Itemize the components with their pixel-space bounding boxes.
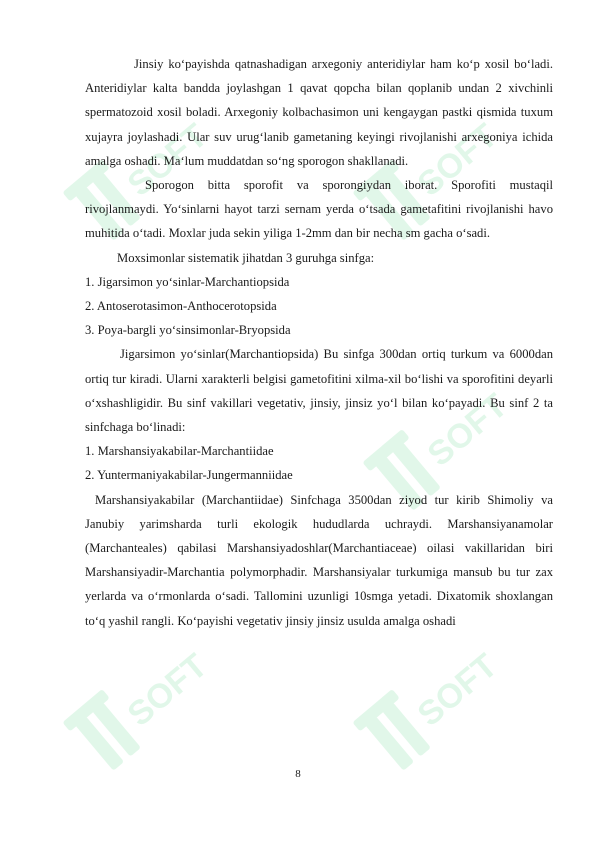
svg-text:SOFT: SOFT [420,386,515,474]
paragraph-marchantiopsida: Jigarsimon yo‘sinlar(Marchantiopsida) Bu sinfga 300dan ortiq turkum va 6000dan ortiq tur kiradi. Ularni xarakterli belgisi gametofitini xilma-xil bo‘lishi va sporofitini deyarli o‘xshashligidir. Bu sinf vakillari vegetativ, jinsiy, jinsiz yo‘l bilan ko‘payadi. Bu sinf 2 ta sinfchaga bo‘linadi: [85,347,553,435]
paragraph-marchantiidae: Marshansiyakabilar (Marchantiidae) Sinfchaga 3500dan ziyod tur kirib Shimoliy va Janubiy yarimsharda turli ekologik hududlarda uchraydi. Marshansiyanamolar (Marchanteales) qabilasi Marshansiyadoshlar(Marchantiaceae) oilasi vakillaridan biri Marshansiyadir-Marchantia polymorphadir. Marshansiyalar turkumiga mansub bu tur zax yerlarda va o‘rmonlarda o‘sadi. Tallomini uzunligi 10smga yetadi. Dixatomik shoxlangan to‘q yashil rangli. Ko‘payishi vegetativ jinsiy jinsiz usulda amalga oshadi [85,492,553,628]
list-item: 2. Yuntermaniyakabilar-Jungermanniidae [85,468,293,483]
svg-text:SOFT: SOFT [120,116,215,204]
svg-text:SOFT: SOFT [120,646,215,734]
list-item: 2. Antoserotasimon-Anthocerotopsida [85,299,277,314]
list-item: 1. Marshansiyakabilar-Marchantiidae [85,444,274,459]
page-number: 8 [295,768,301,780]
list-item: 1. Jigarsimon yo‘sinlar-Marchantiopsida [85,274,290,289]
svg-text:SOFT: SOFT [410,646,505,734]
list-item: 3. Poya-bargli yo‘sinsimonlar-Bryopsida [85,323,291,338]
page-body [85,52,553,633]
class-list [85,270,553,343]
paragraph-classification: Moxsimonlar sistematik jihatdan 3 guruhga sinfga: [117,250,375,265]
svg-text:SOFT: SOFT [410,116,505,204]
subclass-list [85,439,553,487]
paragraph-reproduction: Jinsiy ko‘payishda qatnashadigan arxegoniy anteridiylar ham ko‘p xosil bo‘ladi. Anteridiylar kalta bandda joylashgan 1 qavat qopcha bilan qoplanib undan 2 xivchinli spermatozoid xosil boladi. Arxegoniy kolbachasimon uni kengaygan pastki qismida tuxum xujayra joylashadi. Ular suv urug‘lanib gametaning keyingi rivojlanishi arxegoniya ichida amalga oshadi. Ma‘lum muddatdan so‘ng sporogon shakllanadi. [85,57,553,168]
paragraph-sporogon: Sporogon bitta sporofit va sporongiydan iborat. Sporofiti mustaqil rivojlanmaydi. Yo‘sinlarni hayot tarzi sernam yerda o‘tsada gametafitini rivojlanishi havo muhitida o‘tadi. Moxlar juda sekin yiliga 1-2mm dan bir necha sm gacha o‘sadi. [85,178,553,241]
